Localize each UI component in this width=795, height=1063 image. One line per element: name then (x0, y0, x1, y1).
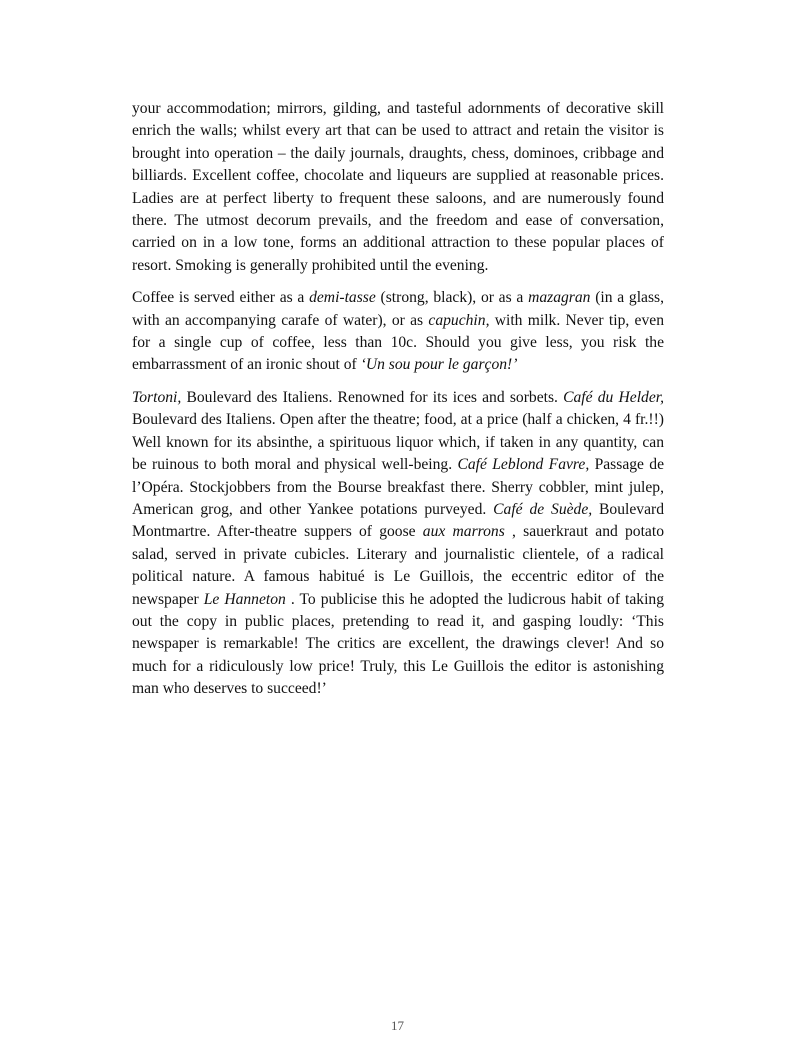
italic-run: ‘Un sou pour le garçon!’ (360, 356, 518, 374)
paragraph-2 (132, 287, 664, 377)
italic-run: mazagran (528, 289, 591, 307)
italic-run: demi-tasse (309, 289, 376, 307)
text-run: (in a glass, with an accompanying carafe of water), or as (132, 289, 664, 329)
text-run: . To publicise this he adopted the ludicrous habit of taking out the copy in public places, pretending to read it, and gasping loudly: ‘This newspaper is remarkable! The critics are excellent, the drawings clever! And so much for a ridiculously low price! Truly, this Le Guillois the editor is astonishing man who deserves to succeed!’ (132, 590, 665, 698)
text-run: Boulevard des Italiens. Renowned for its ices and sorbets. (181, 388, 564, 406)
paragraph-3 (132, 387, 664, 701)
italic-run: Café Leblond Favre, (457, 456, 590, 474)
text-run: with milk. Never tip, even for a single cup of coffee, less than 10c. Should you give less, you risk the embarrassment of an ironic shout of (132, 311, 664, 374)
text-run: , sauerkraut and potato salad, served in private cubicles. Literary and journalistic clientele, of a radical political nature. A famous habitué is Le Guillois, the eccentric editor of the newspaper (132, 523, 664, 608)
italic-run: capuchin, (428, 311, 490, 329)
italic-run: Café du Helder, (563, 388, 664, 406)
text-run: Coffee is served either as a (132, 289, 310, 307)
text-run: Passage de l’Opéra. Stockjobbers from the Bourse breakfast there. Sherry cobbler, mint julep, American grog, and other Yankee potations purveyed. (132, 456, 665, 518)
paragraph-1 (132, 98, 664, 277)
text-run: Boulevard des Italiens. Open after the theatre; food, at a price (half a chicken, 4 fr.!!) Well known for its absinthe, a spirituous liquor which, if taken in any quantity, can be ruinous to both moral and physical well-being. (132, 411, 664, 474)
text-run: (strong, black), or as a (375, 289, 529, 307)
italic-run: aux marrons (422, 523, 505, 541)
text-run: Boulevard Montmartre. After-theatre suppers of goose (132, 500, 664, 541)
page-number: 17 (391, 1018, 404, 1033)
italic-run: Café de Suède, (493, 500, 593, 518)
italic-run: Le Hanneton (203, 590, 286, 608)
italic-run: Tortoni, (132, 388, 182, 406)
page-body (132, 98, 664, 711)
text-run: your accommodation; mirrors, gilding, and tasteful adornments of decorative skill enrich the walls; whilst every art that can be used to attract and retain the visitor is brought into operation – the daily journals, draughts, chess, dominoes, cribbage and billiards. Excellent coffee, chocolate and liqueurs are supplied at reasonable prices. Ladies are at perfect liberty to frequent these saloons, and are numerously found there. The utmost decorum prevails, and the freedom and ease of conversation, carried on in a low tone, forms an additional attraction to these popular places of resort. Smoking is generally prohibited until the evening. (132, 100, 664, 274)
